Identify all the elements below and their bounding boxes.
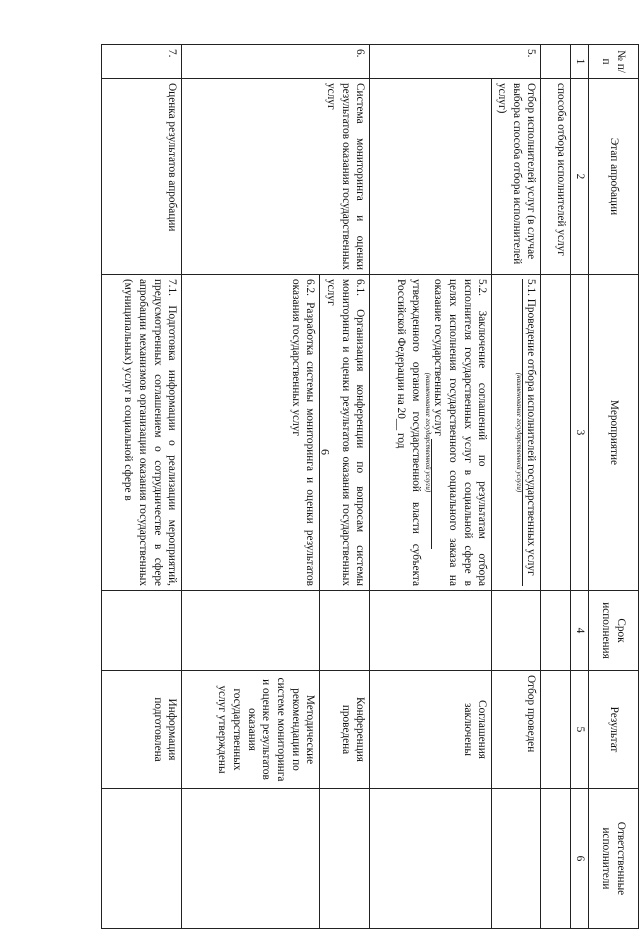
result-cell: Отбор проведен bbox=[492, 671, 541, 789]
header-stage: Этап апробации bbox=[589, 79, 639, 275]
page-number: 6 bbox=[318, 449, 333, 455]
event-cell: 5.1. Проведение отбора исполнителей государственных услуг (наименование государственной услуги) bbox=[492, 275, 541, 591]
col-number: 3 bbox=[571, 275, 589, 591]
rotated-page bbox=[44, 44, 639, 928]
table-row bbox=[370, 45, 492, 929]
col-number: 5 bbox=[571, 671, 589, 789]
col-number: 4 bbox=[571, 591, 589, 671]
result-cell: Конференция проведена bbox=[320, 671, 370, 789]
col-number: 1 bbox=[571, 45, 589, 79]
col-number: 2 bbox=[571, 79, 589, 275]
header-num: № п/п bbox=[589, 45, 639, 79]
result-cell: Соглашения заключены bbox=[370, 671, 492, 789]
result-cell: Методические рекомендации по системе мониторинга и оценке результатов оказания государственных услуг утверждены bbox=[182, 671, 320, 789]
stage-cell: способа отбора исполнителей услуг bbox=[541, 79, 571, 275]
approbation-table bbox=[101, 44, 639, 929]
col-number: 6 bbox=[571, 789, 589, 929]
result-cell: Информация подготовлена bbox=[102, 671, 182, 789]
table-row bbox=[102, 45, 182, 929]
table-row bbox=[492, 45, 541, 929]
column-numbers-row bbox=[571, 45, 589, 929]
row-num: 7. bbox=[102, 45, 182, 79]
header-responsible: Ответственные исполнители bbox=[589, 789, 639, 929]
header-result: Результат bbox=[589, 671, 639, 789]
header-event: Мероприятие bbox=[589, 275, 639, 591]
table-row bbox=[541, 45, 571, 929]
stage-cell: Система мониторинга и оценки результатов оказания государственных услуг bbox=[182, 79, 370, 275]
row-num: 5. bbox=[370, 45, 541, 79]
event-cell: 7.1. Подготовка информации о реализации мероприятий, предусмотренных соглашением о сотрудничестве в сфере апробации механизмов организации оказания государственных (муниципальных) услуг в социальной сфере в bbox=[102, 275, 182, 591]
header-term: Срок исполнения bbox=[589, 591, 639, 671]
stage-cell: Отбор исполнителей услуг (в случае выбора способа отбора исполнителей услуг) bbox=[492, 79, 541, 275]
row-num: 6. bbox=[182, 45, 370, 79]
header-row bbox=[589, 45, 639, 929]
event-cell: 5.2. Заключение соглашений по результатам отбора исполнителя государственных услуг в социальной сфере в целях исполнения государственного социального заказа на оказание государственных услуг (наименование государственной услуги) утвержденного органом государственной власти субъекта Российской Федерации на 20__ год bbox=[370, 275, 492, 591]
event-cell: 6.2. Разработка системы мониторинга и оценки результатов оказания государственных услуг bbox=[182, 275, 320, 591]
table-row bbox=[320, 45, 370, 929]
stage-cell: Оценка результатов апробации bbox=[102, 79, 182, 275]
event-cell: 6.1. Организация конференции по вопросам системы мониторинга и оценки результатов оказания государственных услуг bbox=[320, 275, 370, 591]
